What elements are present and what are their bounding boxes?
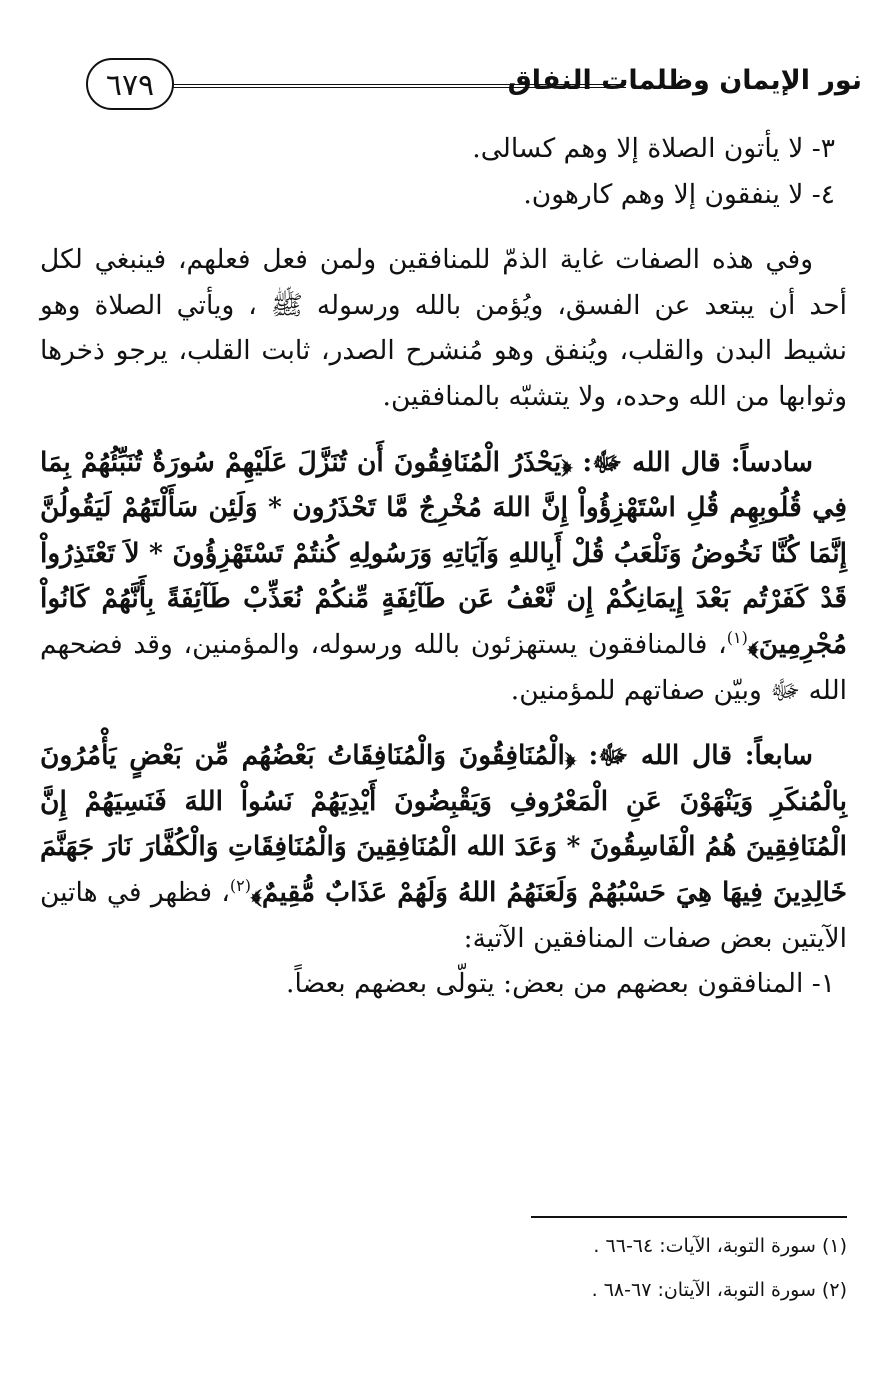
footnote-separator (531, 1216, 847, 1218)
spacer (40, 217, 847, 237)
paragraph-3 (40, 733, 847, 961)
footnote-ref-1: (١) (726, 628, 748, 648)
paragraph-3-lead: سابعاً: قال الله ﷻ: (575, 740, 813, 772)
footnote-ref-2: (٢) (229, 876, 251, 896)
page-header (86, 56, 862, 118)
header-double-rule (172, 84, 626, 88)
paragraph-1: وفي هذه الصفات غاية الذمّ للمنافقين ولمن فعل فعلهم، فينبغي لكل أحد أن يبتعد عن الفسق، ويُؤمن بالله ورسوله ﷺ ، ويأتي الصلاة وهو نشيط البدن والقلب، ويُنفق وهو مُنشرح الصدر، ثابت القلب، يرجو ذخرها وثوابها من الله وحده، ولا يتشبّه بالمنافقين. (40, 244, 847, 412)
footnotes (40, 1224, 847, 1312)
footnote-1: (١) سورة التوبة، الآيات: ٦٤-٦٦ . (593, 1235, 847, 1257)
quran-verse-1: ﴿يَحْذَرُ الْمُنَافِقُونَ أَن تُنَزَّلَ عَلَيْهِمْ سُورَةٌ تُنَبِّئُهُمْ بِمَا فِي قُلُوبِهِم قُلِ اسْتَهْزِؤُواْ إِنَّ اللهَ مُخْرِجٌ مَّا تَحْذَرُون * وَلَئِن سَأَلْتَهُمْ لَيَقُولُنَّ إِنَّمَا كُنَّا نَخُوضُ وَنَلْعَبُ قُلْ أَبِاللهِ وَآيَاتِهِ وَرَسُولِهِ كُنتُمْ تَسْتَهْزِؤُونَ * لاَ تَعْتَذِرُواْ قَدْ كَفَرْتُم بَعْدَ إِيمَانِكُمْ إِن نَّعْفُ عَن طَآئِفَةٍ مِّنكُمْ نُعَذِّبْ طَآئِفَةً بِأَنَّهُمْ كَانُواْ مُجْرِمِينَ﴾ (40, 446, 847, 660)
page-body (40, 126, 847, 1007)
list-item-3: ٣- لا يأتون الصلاة إلا وهم كسالى. (472, 133, 835, 164)
running-title: نور الإيمان وظلمات النفاق (507, 65, 862, 96)
spacer (40, 420, 847, 440)
paragraph-2-rest: ، فالمنافقون يستهزئون بالله ورسوله، والمؤمنين، وقد فضحهم الله ﷻ وبيّن صفاتهم للمؤمنين. (40, 628, 847, 706)
paragraph-3-rest: ، فظهر في هاتين الآيتين بعض صفات المنافقين الآتية: (40, 876, 847, 954)
page-number: ٦٧٩ (86, 58, 174, 110)
list-item-4: ٤- لا ينفقون إلا وهم كارهون. (523, 178, 835, 210)
quran-verse-2: ﴿الْمُنَافِقُونَ وَالْمُنَافِقَاتُ بَعْضُهُم مِّن بَعْضٍ يَأْمُرُونَ بِالْمُنكَرِ وَيَنْهَوْنَ عَنِ الْمَعْرُوفِ وَيَقْبِضُونَ أَيْدِيَهُمْ نَسُواْ اللهَ فَنَسِيَهُمْ إِنَّ الْمُنَافِقِينَ هُمُ الْفَاسِقُونَ * وَعَدَ الله الْمُنَافِقِينَ وَالْمُنَافِقَاتِ وَالْكُفَّارَ نَارَ جَهَنَّمَ خَالِدِينَ فِيهَا هِيَ حَسْبُهُمْ وَلَعَنَهُمُ اللهُ وَلَهُمْ عَذَابٌ مُّقِيمٌ﴾ (40, 740, 847, 908)
spacer (40, 713, 847, 733)
paragraph-2-lead: سادساً: قال الله ﷻ: (572, 446, 813, 478)
list-item-1: ١- المنافقون بعضهم من بعض: يتولّى بعضهم بعضاً. (286, 968, 835, 1000)
footnote-2: (٢) سورة التوبة، الآيتان: ٦٧-٦٨ . (591, 1279, 847, 1301)
paragraph-2 (40, 440, 847, 714)
